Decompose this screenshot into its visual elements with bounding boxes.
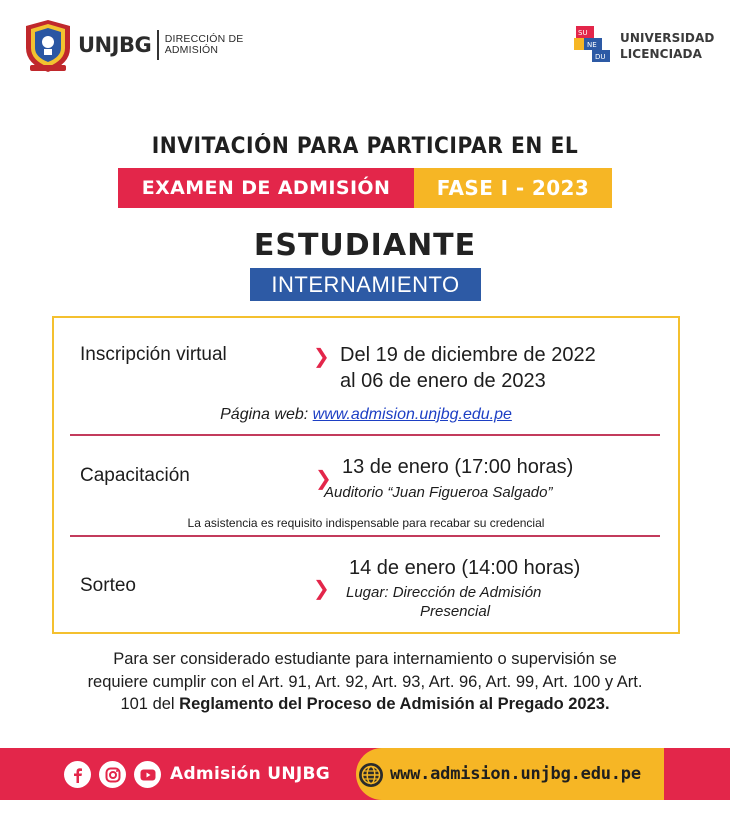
facebook-icon[interactable]	[64, 761, 91, 788]
globe-icon	[358, 762, 384, 788]
capacitacion-place: Auditorio “Juan Figueroa Salgado”	[324, 484, 553, 501]
sorteo-label: Sorteo	[80, 575, 136, 596]
brand-separator	[157, 30, 159, 60]
attendance-note: La asistencia es requisito indispensable para recabar su credencial	[187, 516, 545, 530]
page-subtitle: ESTUDIANTE	[253, 228, 477, 263]
invitation-title: INVITACIÓN PARA PARTICIPAR EN EL	[151, 134, 579, 159]
inscripcion-date-line2: al 06 de enero de 2023	[340, 370, 546, 392]
exam-banner	[118, 168, 612, 208]
brand-block	[78, 30, 244, 60]
brand-sub-line2: ADMISIÓN	[164, 44, 219, 56]
brand-sub-line1: DIRECCIÓN DE	[164, 33, 244, 45]
regulation-name: Reglamento del Proceso de Admisión al Pregado 2023.	[179, 695, 610, 713]
footer-name: Admisión UNJBG	[170, 764, 330, 784]
sunedu-logo-icon	[574, 24, 612, 64]
sorteo-place: Lugar: Dirección de Admisión	[346, 584, 542, 601]
inscripcion-label: Inscripción virtual	[80, 344, 227, 365]
category-tag: INTERNAMIENTO	[250, 268, 481, 301]
chevron-right-icon: ❯	[313, 346, 330, 368]
web-page-line	[52, 406, 680, 424]
requirement-line2: requiere cumplir con el Art. 91, Art. 92, Art. 93, Art. 96, Art. 99, Art. 100 y Art.	[87, 672, 643, 691]
requirement-line1: Para ser considerado estudiante para internamiento o supervisión se	[113, 650, 617, 668]
web-prefix: Página web:	[220, 406, 309, 423]
footer-url-link[interactable]: www.admision.unjbg.edu.pe	[390, 764, 641, 784]
sorteo-date: 14 de enero (14:00 horas)	[349, 557, 581, 579]
brand-name: UNJBG	[78, 33, 152, 57]
sunedu-letters-1: SU	[578, 29, 588, 37]
licensed-university-label	[620, 30, 714, 62]
licensed-line1: UNIVERSIDAD	[620, 31, 715, 45]
brand-subtitle	[165, 34, 244, 56]
licensed-line2: LICENCIADA	[620, 47, 702, 61]
requirement-text	[50, 648, 680, 716]
web-link[interactable]: www.admision.unjbg.edu.pe	[312, 406, 512, 423]
capacitacion-label: Capacitación	[80, 465, 190, 486]
divider	[70, 535, 660, 537]
requirement-line3-plain: 101 del	[120, 695, 180, 713]
requirement-line3	[50, 693, 680, 716]
capacitacion-date: 13 de enero (17:00 horas)	[342, 456, 574, 478]
university-crest-icon	[22, 18, 74, 74]
sorteo-mode: Presencial	[420, 603, 491, 620]
youtube-icon[interactable]	[134, 761, 161, 788]
sunedu-letters-3: DU	[595, 53, 606, 61]
inscripcion-date-line1: Del 19 de diciembre de 2022	[340, 344, 596, 366]
instagram-icon[interactable]	[99, 761, 126, 788]
exam-banner-name: EXAMEN DE ADMISIÓN	[118, 168, 414, 208]
sunedu-letters-2: NE	[587, 41, 597, 49]
chevron-right-icon: ❯	[315, 468, 332, 490]
exam-banner-phase: FASE I - 2023	[414, 168, 612, 208]
chevron-right-icon: ❯	[313, 578, 330, 600]
divider	[70, 434, 660, 436]
